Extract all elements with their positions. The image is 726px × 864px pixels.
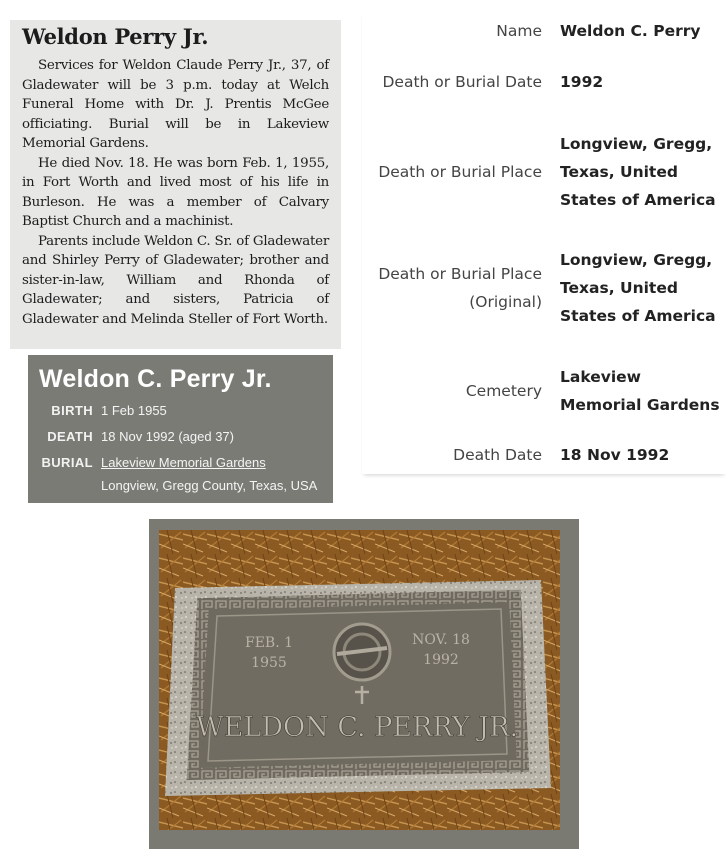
- record-row-cemetery: [362, 346, 726, 436]
- obituary-paragraph-2: He died Nov. 18. He was born Feb. 1, 1955, in Fort Worth and lived most of his life in Burleson. He was a member of Calvary Baptist Church and a machinist.: [22, 155, 329, 229]
- right-date-line1: NOV. 18: [412, 632, 470, 648]
- death-burial-place-original-value: Longview, Gregg, Texas, United States of America: [560, 251, 716, 325]
- cemetery-value: Lakeview Memorial Gardens: [560, 368, 720, 414]
- record-row-death-burial-place-original: [362, 230, 726, 346]
- death-value: 18 Nov 1992 (aged 37): [101, 429, 234, 444]
- memorial-name: Weldon C. Perry Jr.: [39, 365, 272, 393]
- burial-label: BURIAL: [41, 455, 93, 470]
- name-value: Weldon C. Perry: [560, 22, 701, 40]
- newspaper-obituary-clipping: [10, 20, 341, 349]
- obituary-headline: Weldon Perry Jr.: [22, 24, 209, 49]
- obituary-paragraph-1: Services for Weldon Claude Perry Jr., 37, of Gladewater will be 3 p.m. today at Welch Funeral Home with Dr. J. Prentis McGee officiating. Burial will be in Lakeview Memorial Gardens.: [22, 58, 329, 151]
- birth-label: BIRTH: [51, 403, 93, 418]
- death-date-value: 18 Nov 1992: [560, 446, 670, 464]
- grave-marker-photo: [159, 530, 560, 830]
- record-row-death-burial-date: [362, 50, 726, 114]
- memorial-birth-row: [39, 401, 321, 420]
- grave-photo-frame: [149, 519, 579, 849]
- death-burial-place-original-label: Death or Burial Place (Original): [378, 265, 542, 311]
- death-burial-date-label: Death or Burial Date: [382, 73, 542, 91]
- death-burial-place-label: Death or Burial Place: [378, 163, 542, 181]
- burial-value: [101, 453, 317, 495]
- death-burial-place-value: Longview, Gregg, Texas, United States of America: [560, 135, 716, 209]
- death-date-label: Death Date: [453, 446, 542, 464]
- cemetery-label: Cemetery: [465, 382, 542, 400]
- left-date-line2: 1955: [251, 655, 287, 671]
- memorial-card: [28, 355, 333, 503]
- name-label: Name: [496, 22, 542, 40]
- birth-value: 1 Feb 1955: [101, 403, 167, 418]
- burial-cemetery-link[interactable]: Lakeview Memorial Gardens: [101, 455, 266, 470]
- record-details-panel: [362, 12, 726, 474]
- record-table: [362, 12, 726, 474]
- grave-inscription: WELDON C. PERRY JR.: [195, 712, 519, 743]
- burial-location: Longview, Gregg County, Texas, USA: [101, 478, 318, 493]
- left-date-line1: FEB. 1: [244, 635, 294, 651]
- right-date-line2: 1992: [423, 652, 459, 668]
- obituary-paragraph-3: Parents include Weldon C. Sr. of Gladewater and Shirley Perry of Gladewater; brother and sister-in-law, William and Rhonda of Gladewater; and sisters, Patricia of Gladewater and Melinda Steller of Fort Worth.: [22, 233, 329, 327]
- death-label: DEATH: [47, 429, 93, 444]
- memorial-burial-row: [39, 453, 321, 495]
- record-row-death-date: [362, 436, 726, 474]
- record-row-death-burial-place: [362, 114, 726, 230]
- death-burial-date-value: 1992: [560, 73, 604, 91]
- memorial-death-row: [39, 427, 321, 446]
- record-row-name: [362, 12, 726, 50]
